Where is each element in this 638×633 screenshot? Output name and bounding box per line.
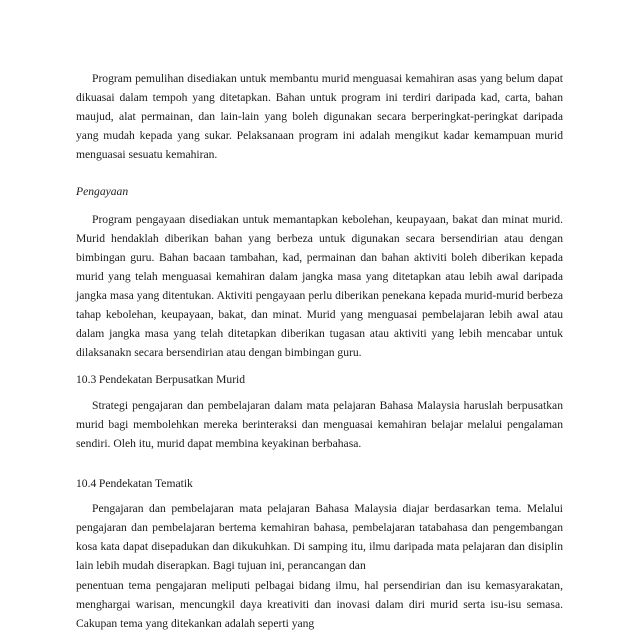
paragraph-pemulihan: Program pemulihan disediakan untuk membantu murid menguasai kemahiran asas yang belum dapat dikuasai dalam tempoh yang ditetapkan. Bahan untuk program ini terdiri daripada kad, carta, bahan maujud, alat permainan, dan lain-lain yang boleh digunakan secara berperingkat-peringkat daripada yang mudah kepada yang sukar. Pelaksanaan program ini adalah mengikut kadar kemampuan murid menguasai sesuatu kemahiran. [76, 72, 563, 161]
section-number: 10.3 [76, 373, 97, 386]
paragraph-pengayaan: Program pengayaan disediakan untuk memantapkan kebolehan, keupayaan, bakat dan minat murid. Murid hendaklah diberikan bahan yang berbeza untuk digunakan secara bersendirian atau dengan bimbingan guru. Bahan bacaan tambahan, kad, permainan dan bahan aktiviti boleh diberikan kepada murid yang telah menguasai kemahiran dalam jangka masa yang ditetapkan atau lebih awal daripada jangka masa yang ditentukan. Aktiviti pengayaan perlu diberikan penekana kepada murid-murid berbeza tahap kebolehan, keupayaan, bakat, dan minat. Murid yang menguasai pembelajaran lebih awal atau dalam jangka masa yang telah ditetapkan diberikan tugasan atau aktiviti yang lebih mencabar untuk dilaksanakn secara bersendirian atau dengan bimbingan guru. [76, 213, 563, 359]
paragraph-tematik-continuation: penentuan tema pengajaran meliputi pelbagai bidang ilmu, hal persendirian dan isu kemasyarakatan, menghargai warisan, mencungkil daya kreativiti dan inovasi dalam diri murid serta isu-isu semasa. Cakupan tema yang ditekankan adalah seperti yang [76, 579, 563, 630]
paragraph-berpusatkan-murid: Strategi pengajaran dan pembelajaran dalam mata pelajaran Bahasa Malaysia haruslah berpusatkan murid bagi membolehkan mereka berinteraksi dan menguasai kemahiran belajar melalui pengalaman sendiri. Oleh itu, murid dapat membina keyakinan berbahasa. [76, 399, 563, 450]
section-title: Pendekatan Berpusatkan Murid [98, 373, 246, 386]
heading-pengayaan: Pengayaan [76, 185, 129, 198]
section-number: 10.4 [76, 477, 97, 490]
section-heading-10-3 [76, 370, 245, 389]
paragraph-tematik: Pengajaran dan pembelajaran mata pelajaran Bahasa Malaysia diajar berdasarkan tema. Melalui pengajaran dan pembelajaran bertema kemahiran bahasa, pembelajaran tatabahasa dan pengembangan kosa kata dapat disepadukan dan dikukuhkan. Di samping itu, ilmu daripada mata pelajaran dan disiplin lain lebih mudah diserapkan. Bagi tujuan ini, perancangan dan [76, 502, 563, 572]
section-heading-10-4 [76, 474, 193, 493]
section-title: Pendekatan Tematik [98, 477, 193, 490]
